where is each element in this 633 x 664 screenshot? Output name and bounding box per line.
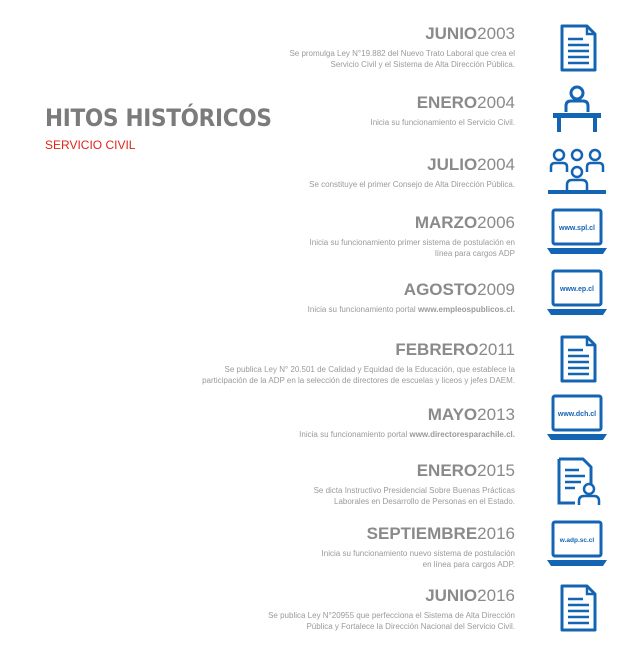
entry-date [95, 155, 515, 175]
entry-month: MAYO [427, 405, 478, 424]
description-line: participación de la ADP en la selección de directores de escuelas y liceos y jefes DAEM. [202, 376, 515, 385]
person-at-desk-icon [545, 84, 609, 136]
description-line: Inicia su funcionamiento nuevo sistema de postulación [321, 549, 515, 558]
description-line: Inicia su funcionamiento el Servicio Civil. [370, 118, 515, 127]
entry-month: JULIO [427, 155, 478, 174]
description-line: Laborales en Desarrollo de Personas en el Estado. [334, 497, 515, 506]
group-meeting-icon [545, 146, 609, 198]
laptop-screen-text: www.dch.cl [557, 411, 597, 418]
laptop-screen-text: w.adp.sc.cl [559, 537, 595, 544]
description-line: Se promulga Ley N°19.882 del Nuevo Trato Laboral que crea el [289, 49, 515, 58]
entry-description [95, 48, 515, 70]
page-title: HITOS HISTÓRICOS [45, 104, 272, 132]
timeline-entry [95, 155, 515, 190]
entry-month: ENERO [416, 93, 478, 112]
description-line: Se publica Ley N° 20.501 de Calidad y Equidad de la Educación, que establece la [224, 365, 515, 374]
description-line: Inicia su funcionamiento primer sistema de postulación en [309, 238, 515, 247]
laptop-icon [545, 518, 609, 570]
timeline-entry [95, 524, 515, 570]
entry-date [95, 24, 515, 44]
entry-year: 2015 [477, 461, 515, 480]
description-line [95, 429, 515, 440]
entry-date [95, 213, 515, 233]
entry-description [95, 429, 515, 440]
timeline-entry [95, 461, 515, 507]
description-line: Se constituye el primer Consejo de Alta Dirección Pública. [309, 180, 515, 189]
entry-date [95, 524, 515, 544]
timeline-entry [95, 340, 515, 386]
entry-year: 2003 [477, 24, 515, 43]
description-line: Pública y Fortalece la Dirección Nacional del Servicio Civil. [306, 622, 515, 631]
entry-month: ENERO [416, 461, 478, 480]
document-icon [545, 582, 609, 634]
laptop-screen-text: www.ep.cl [560, 286, 594, 293]
entry-month: JUNIO [425, 24, 478, 43]
entry-year: 2011 [478, 340, 515, 359]
description-line [95, 304, 515, 315]
laptop-icon [545, 267, 609, 319]
entry-description [95, 364, 515, 386]
entry-description [95, 117, 515, 128]
timeline-entry [95, 280, 515, 315]
entry-date [95, 586, 515, 606]
entry-month: JUNIO [425, 586, 478, 605]
timeline-entry [95, 405, 515, 440]
page-subtitle: SERVICIO CIVIL [45, 138, 136, 152]
laptop-screen-text: www.spl.cl [559, 225, 595, 232]
entry-description [95, 304, 515, 315]
entry-description [95, 237, 515, 259]
entry-year: 2016 [477, 586, 515, 605]
timeline-entry [95, 586, 515, 632]
entry-year: 2016 [477, 524, 515, 543]
entry-description [95, 548, 515, 570]
entry-date [95, 405, 515, 425]
timeline-entry [95, 24, 515, 70]
entry-month: FEBRERO [395, 340, 479, 359]
entry-month: AGOSTO [403, 280, 478, 299]
entry-description [95, 485, 515, 507]
description-line: en línea para cargos ADP. [422, 560, 515, 569]
laptop-icon [545, 206, 609, 258]
entry-date [95, 461, 515, 481]
document-icon [545, 22, 609, 74]
description-line: línea para cargos ADP [434, 249, 515, 258]
description-text: Inicia su funcionamiento portal [299, 430, 410, 439]
description-text: Inicia su funcionamiento portal [307, 305, 418, 314]
portal-url: www.empleospublicos.cl. [417, 305, 515, 314]
document-person-icon [545, 455, 609, 507]
portal-url: www.directoresparachile.cl. [409, 430, 515, 439]
timeline-entry [95, 93, 515, 128]
entry-date [95, 93, 515, 113]
entry-date [95, 280, 515, 300]
entry-year: 2013 [477, 405, 515, 424]
laptop-icon [545, 392, 609, 444]
description-line: Se dicta Instructivo Presidencial Sobre Buenas Prácticas [313, 486, 515, 495]
entry-date [95, 340, 515, 360]
entry-description [95, 610, 515, 632]
entry-month: SEPTIEMBRE [366, 524, 478, 543]
entry-month: MARZO [414, 213, 478, 232]
timeline-entry [95, 213, 515, 259]
description-line: Servicio Civil y el Sistema de Alta Dirección Pública. [330, 60, 515, 69]
entry-description [95, 179, 515, 190]
entry-year: 2006 [477, 213, 515, 232]
entry-year: 2004 [477, 93, 515, 112]
entry-year: 2009 [477, 280, 515, 299]
document-icon [545, 333, 609, 385]
entry-year: 2004 [477, 155, 515, 174]
description-line: Se publica Ley N°20955 que perfecciona el Sistema de Alta Dirección [268, 611, 515, 620]
